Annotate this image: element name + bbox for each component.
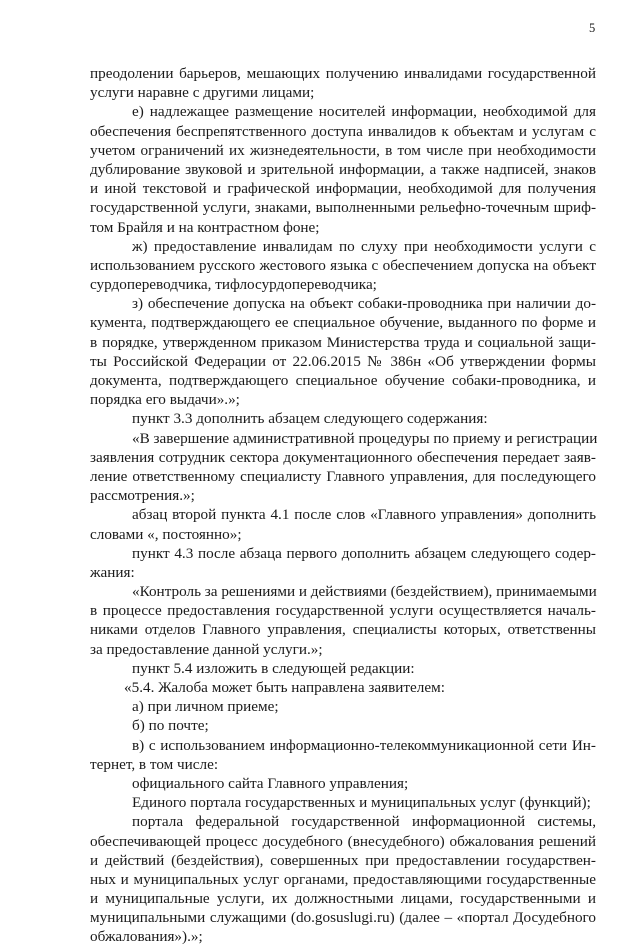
text-line: заявления сотрудник сектора документационного обеспечения передает заяв-: [90, 448, 596, 466]
text-line: и действий (бездействия), совершенных при предоставлении государствен-: [90, 851, 596, 869]
text-line: Единого портала государственных и муниципальных услуг (функций);: [132, 794, 591, 812]
text-line: обеспечивающей процесс досудебного (внесудебного) обжалования решений: [90, 832, 596, 850]
text-line: государственной услуги, знаками, выполненными рельефно-точечным шриф-: [90, 199, 596, 217]
text-line: б) по почте;: [132, 717, 209, 735]
text-line: в процессе предоставления государственной услуги осуществляется началь-: [90, 602, 596, 620]
text-line: обжалования»).»;: [90, 928, 203, 946]
text-line: ление ответственному специалисту Главного управления, для последующего: [90, 467, 596, 485]
document-body: [90, 64, 596, 947]
text-line: в) с использованием информационно-телекоммуникационной сети Ин-: [132, 736, 596, 754]
text-line: а) при личном приеме;: [132, 698, 279, 716]
text-line: кумента, подтверждающего ее специальное обучение, выданного по форме и: [90, 314, 596, 332]
text-line: услуги наравне с другими лицами;: [90, 84, 315, 102]
text-line: сурдопереводчика, тифлосурдопереводчика;: [90, 276, 377, 294]
text-line: том Брайля и на контрастном фоне;: [90, 218, 320, 236]
text-line: рассмотрения.»;: [90, 487, 195, 505]
text-line: муниципальными служащими (do.gosuslugi.ru) (далее – «портал Досудебного: [90, 909, 596, 927]
text-line: «5.4. Жалоба может быть направлена заявителем:: [124, 679, 445, 696]
text-line: ж) предоставление инвалидам по слуху при необходимости услуги с: [132, 237, 596, 255]
text-line: е) надлежащее размещение носителей информации, необходимой для: [132, 103, 596, 121]
text-line: пункт 3.3 дополнить абзацем следующего содержания:: [132, 410, 488, 428]
text-line: тернет, в том числе:: [90, 755, 219, 773]
text-line: документа, подтверждающего специальное обучение собаки-проводника, и: [90, 372, 596, 389]
text-line: пункт 5.4 изложить в следующей редакции:: [132, 659, 415, 677]
text-line: жания:: [90, 563, 135, 581]
text-line: учетом ограничений их жизнедеятельности, в том числе при необходимости: [90, 141, 596, 159]
text-line: ты Российской Федерации от 22.06.2015 № 386н «Об утверждении формы: [90, 352, 596, 370]
text-line: и муниципальные услуги, их должностными лицами, государственными и: [90, 890, 596, 908]
text-line: и иной текстовой и графической информации, необходимой для получения: [90, 180, 596, 198]
text-line: использованием русского жестового языка с обеспечением допуска на объект: [90, 256, 596, 274]
text-line: за предоставление данной услуги.»;: [90, 640, 323, 658]
text-line: з) обеспечение допуска на объект собаки-проводника при наличии до-: [132, 295, 596, 313]
text-line: портала федеральной государственной информационной системы,: [132, 813, 596, 831]
text-line: словами «, постоянно»;: [90, 525, 242, 543]
text-line: никами отделов Главного управления, специалисты которых, ответственны: [90, 621, 596, 639]
text-line: дублирование звуковой и зрительной информации, а также надписей, знаков: [90, 160, 596, 178]
text-line: абзац второй пункта 4.1 после слов «Главного управления» дополнить: [132, 506, 596, 524]
text-line: «Контроль за решениями и действиями (бездействием), принимаемыми: [132, 583, 597, 601]
text-line: «В завершение административной процедуры по приему и регистрации: [132, 429, 598, 447]
text-line: в порядке, утвержденном приказом Министерства труда и социальной защи-: [90, 333, 596, 351]
text-line: пункт 4.3 после абзаца первого дополнить абзацем следующего содер-: [132, 544, 596, 562]
text-line: ных и муниципальных услуг органами, предоставляющими государственные: [90, 870, 596, 888]
text-line: порядка его выдачи».»;: [90, 391, 240, 409]
text-line: обеспечения беспрепятственного доступа инвалидов к объектам и услугам с: [90, 122, 596, 140]
text-line: официального сайта Главного управления;: [132, 774, 409, 792]
page-number: 5: [589, 21, 596, 35]
text-line: преодолении барьеров, мешающих получению инвалидами государственной: [90, 65, 596, 82]
